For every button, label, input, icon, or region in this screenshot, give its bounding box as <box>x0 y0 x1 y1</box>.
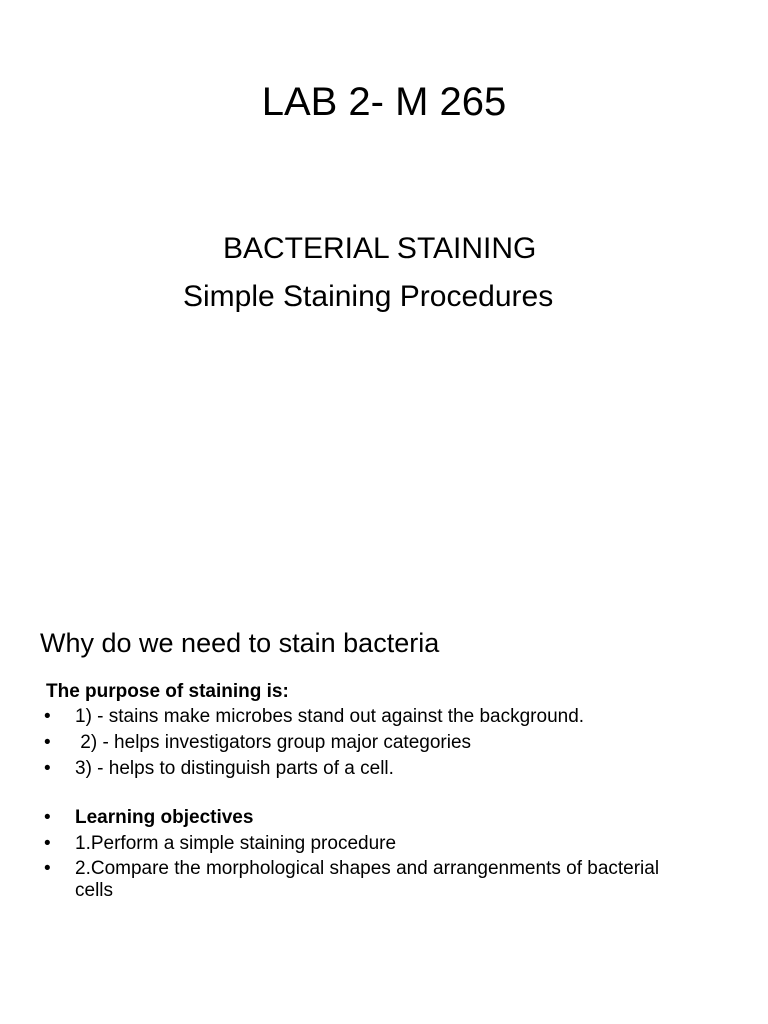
bullet-icon: • <box>44 807 51 828</box>
bullet-icon: • <box>44 706 51 727</box>
list-item <box>44 731 584 757</box>
list-item <box>44 832 694 858</box>
slide-subtitle-line-2: Simple Staining Procedures <box>183 280 554 313</box>
objectives-list <box>44 806 694 902</box>
purpose-item-2: 2) - helps investigators group major categories <box>75 732 472 753</box>
list-item <box>44 858 694 902</box>
bullet-icon: • <box>44 732 51 753</box>
slide-title: LAB 2- M 265 <box>261 80 507 124</box>
bullet-icon: • <box>44 833 51 854</box>
purpose-label: The purpose of staining is: <box>46 681 289 702</box>
list-item <box>44 757 584 783</box>
slide-subtitle-line-1: BACTERIAL STAINING <box>223 232 537 265</box>
objective-item-2: 2.Compare the morphological shapes and arrangenments of bacterial cells <box>75 858 660 901</box>
bullet-icon: • <box>44 758 51 779</box>
bullet-icon: • <box>44 858 51 879</box>
objective-item-1: 1.Perform a simple staining procedure <box>75 833 397 854</box>
objectives-label: Learning objectives <box>75 807 254 828</box>
slide-heading: Why do we need to stain bacteria <box>40 628 440 658</box>
list-item <box>44 806 694 832</box>
purpose-item-3: 3) - helps to distinguish parts of a cell. <box>75 758 394 779</box>
purpose-list <box>44 705 584 783</box>
list-item <box>44 705 584 731</box>
purpose-item-1: 1) - stains make microbes stand out against the background. <box>75 706 585 727</box>
